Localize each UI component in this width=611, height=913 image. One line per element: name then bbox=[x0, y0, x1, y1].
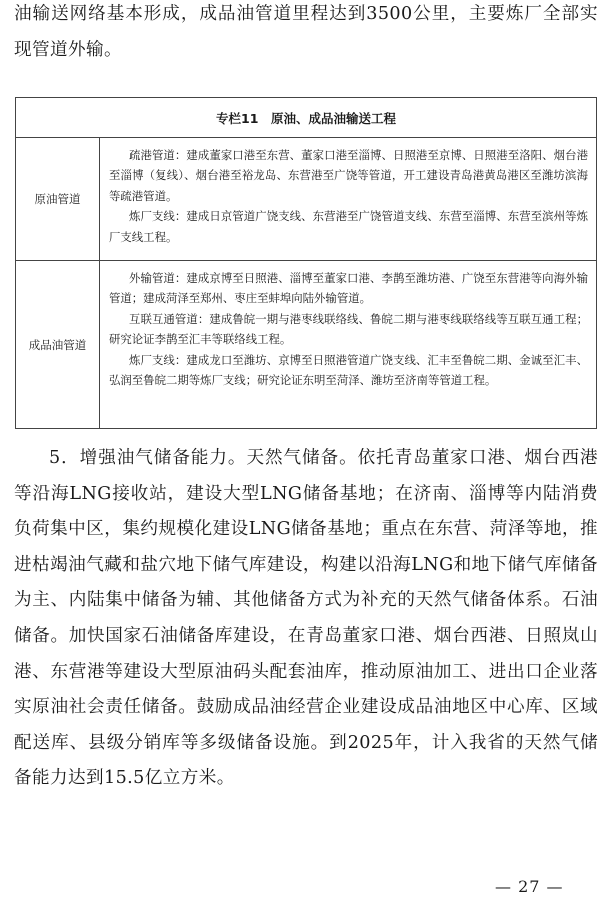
item-text: 建成董家口港至东营、董家口港至淄博、日照港至京博、日照港至洛阳、烟台港至淄博（复线）、烟台港至裕龙岛、东营港至广饶等管道，开工建设青岛港黄岛港区至潍坊滨海等疏港管道。 bbox=[109, 148, 588, 203]
item-text: 建成京博至日照港、淄博至董家口港、李鹊至潍坊港、广饶至东营港等向海外输管道；建成菏泽至郑州、枣庄至蚌埠向陆外输管道。 bbox=[109, 271, 588, 306]
product-oil-row bbox=[16, 261, 596, 428]
intro-paragraph: 油输送网络基本形成，成品油管道里程达到3500公里，主要炼厂全部实现管道外输。 bbox=[14, 4, 598, 60]
row-body-crude bbox=[109, 145, 588, 247]
crude-oil-row bbox=[16, 138, 596, 261]
item-heading: 外输管道： bbox=[129, 271, 187, 285]
box-title: 专栏11 原油、成品油输送工程 bbox=[16, 98, 596, 138]
row-body-product bbox=[109, 268, 588, 390]
row-label-product: 成品油管道 bbox=[16, 261, 100, 428]
list-item bbox=[109, 309, 588, 350]
item-text: 建成龙口至潍坊、京博至日照港管道广饶支线、汇丰至鲁皖二期、金诚至汇丰、弘润至鲁皖二期等炼厂支线；研究论证东明至菏泽、潍坊至济南等管道工程。 bbox=[109, 352, 588, 388]
feature-box bbox=[15, 97, 597, 429]
item-heading: 疏港管道： bbox=[129, 148, 187, 162]
item-heading: 炼厂支线： bbox=[129, 352, 187, 367]
item-heading: 互联互通管道： bbox=[129, 311, 210, 326]
storage-paragraph: 5．增强油气储备能力。天然气储备。依托青岛董家口港、烟台西港等沿海LNG接收站，建设大型LNG储备基地；在济南、淄博等内陆消费负荷集中区，集约规模化建设LNG储备基地；重点在东营、菏泽等地，推进枯竭油气藏和盐穴地下储气库建设，构建以沿海LNG和地下储气库储备为主、内陆集中储备为辅、其他储备方式为补充的天然气储备体系。石油储备。加快国家石油储备库建设，在青岛董家口港、烟台西港、日照岚山港、东营港等建设大型原油码头配套油库，推动原油加工、进出口企业落实原油社会责任储备。鼓励成品油经营企业建设成品油地区中心库、区域配送库、县级分销库等多级储备设施。到2025年，计入我省的天然气储备能力达到15.5亿立方米。 bbox=[14, 448, 598, 789]
list-item bbox=[109, 268, 588, 309]
item-heading: 炼厂支线： bbox=[129, 209, 187, 224]
page-number: — 27 — bbox=[495, 877, 564, 896]
item-text: 建成日京管道广饶支线、东营港至广饶管道支线、东营至淄博、东营至滨州等炼厂支线工程。 bbox=[109, 209, 588, 244]
item-text: 建成鲁皖一期与港枣线联络线、鲁皖二期与港枣线联络线等互联互通工程；研究论证李鹊至汇丰等联络线工程。 bbox=[109, 311, 588, 347]
list-item bbox=[109, 206, 588, 247]
list-item bbox=[109, 350, 588, 391]
row-label-crude: 原油管道 bbox=[16, 138, 100, 260]
list-item bbox=[109, 145, 588, 206]
